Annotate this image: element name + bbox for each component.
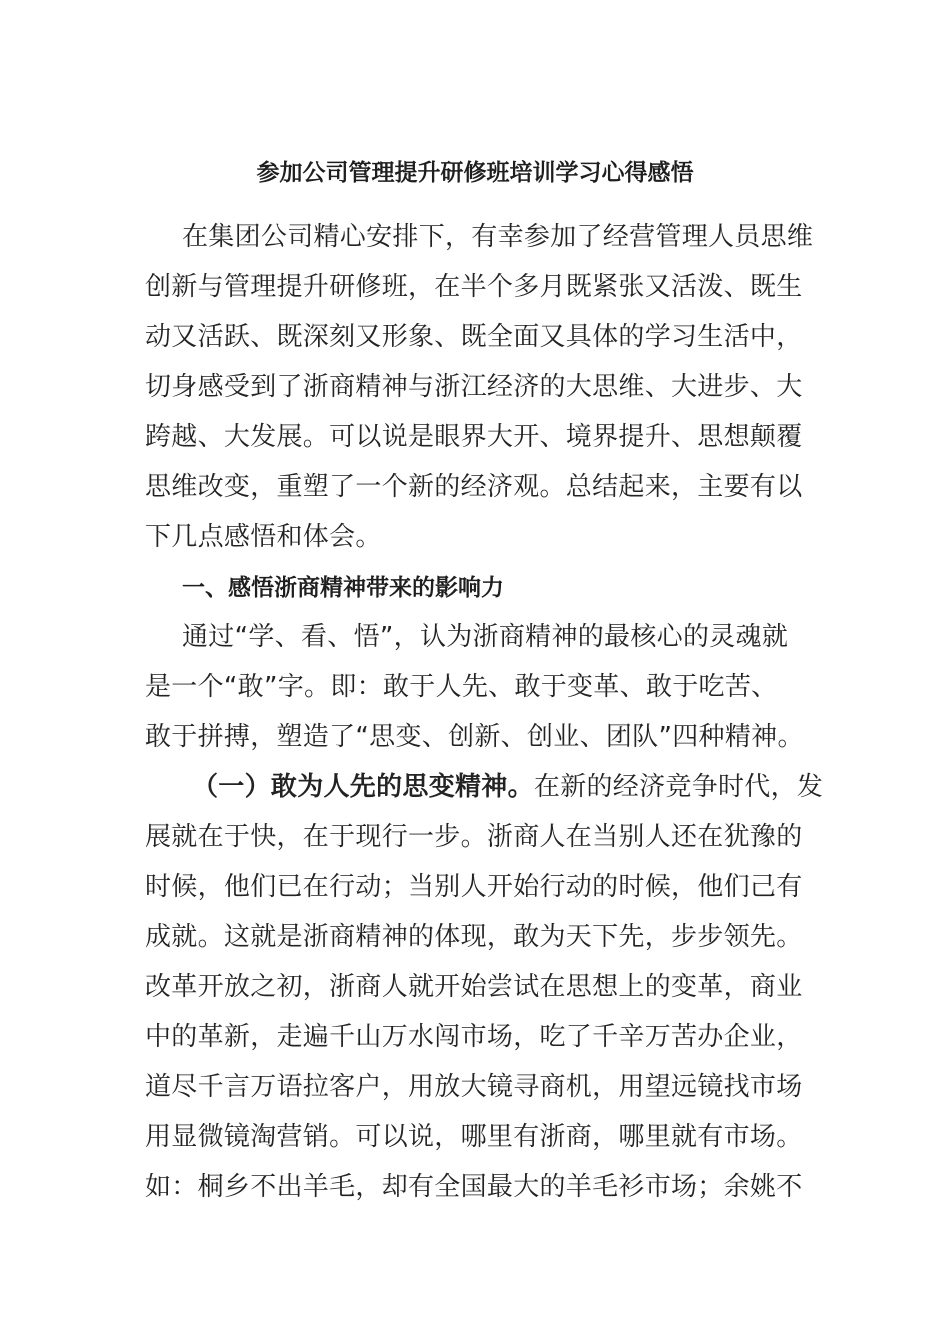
paragraph-line: 切身感受到了浙商精神与浙江经济的大思维、大进步、大 — [145, 372, 803, 402]
paragraph-line: 是一个“敢”字。即：敢于人先、敢于变革、敢于吃苦、 — [145, 672, 778, 702]
subsection-lead: （一）敢为人先的思变精神。 — [192, 772, 534, 802]
paragraph-line: 如：桐乡不出羊毛，却有全国最大的羊毛衫市场；余姚不 — [145, 1172, 803, 1202]
paragraph-line: 动又活跃、既深刻又形象、既全面又具体的学习生活中， — [145, 322, 803, 352]
paragraph-line: 成就。这就是浙商精神的体现，敢为天下先，步步领先。 — [145, 922, 803, 952]
paragraph-line: 改革开放之初，浙商人就开始尝试在思想上的变革，商业 — [145, 972, 803, 1002]
paragraph-intro — [145, 212, 814, 562]
paragraph-line: 展就在于快，在于现行一步。浙商人在当别人还在犹豫的 — [145, 822, 803, 852]
paragraph-pioneer — [145, 762, 824, 1212]
paragraph-line: 创新与管理提升研修班，在半个多月既紧张又活泼、既生 — [145, 272, 803, 302]
paragraph-spirit — [145, 612, 810, 762]
paragraph-line-rest: 在新的经济竞争时代，发 — [533, 772, 824, 802]
document-title: 参加公司管理提升研修班培训学习心得感悟 — [256, 160, 694, 186]
paragraph-line: 思维改变，重塑了一个新的经济观。总结起来，主要有以 — [145, 472, 803, 502]
paragraph-line: 跨越、大发展。可以说是眼界大开、境界提升、思想颠覆 — [145, 422, 803, 452]
paragraph-line: 下几点感悟和体会。 — [145, 522, 382, 552]
paragraph-line: 道尽千言万语拉客户，用放大镜寻商机，用望远镜找市场 — [145, 1072, 803, 1102]
section-heading: 一、感悟浙商精神带来的影响力 — [182, 575, 504, 601]
paragraph-first-line — [145, 762, 824, 812]
paragraph-line: 在集团公司精心安排下，有幸参加了经营管理人员思维 — [182, 222, 814, 252]
paragraph-line: 敢于拼搏，塑造了“思变、创新、创业、团队”四种精神。 — [145, 722, 804, 752]
paragraph-line: 通过“学、看、悟”，认为浙商精神的最核心的灵魂就 — [182, 622, 789, 652]
paragraph-line: 中的革新，走遍千山万水闯市场，吃了千辛万苦办企业， — [145, 1022, 803, 1052]
paragraph-line: 时候，他们已在行动；当别人开始行动的时候，他们己有 — [145, 872, 803, 902]
paragraph-line: 用显微镜淘营销。可以说，哪里有浙商，哪里就有市场。 — [145, 1122, 803, 1152]
